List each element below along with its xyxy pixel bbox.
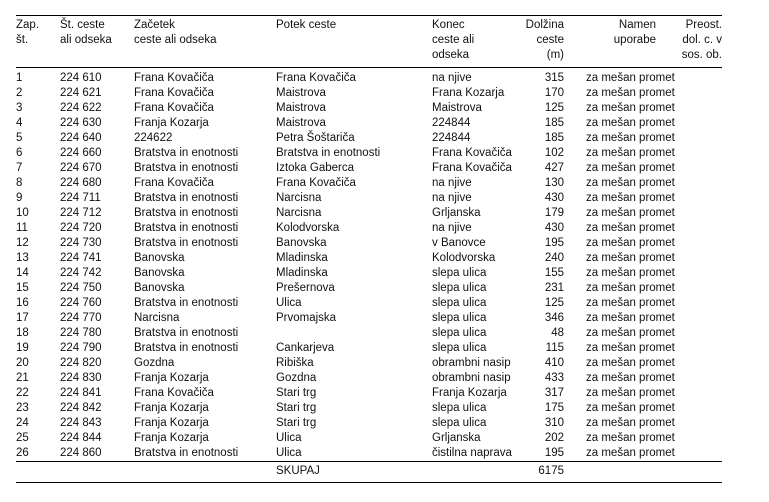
cell-zap: 8 [16,177,23,189]
table-row [16,296,722,311]
cell-zap: 23 [16,402,29,414]
cell-dolzina: 195 [544,447,564,459]
header-potek: Potek ceste [276,16,432,68]
cell-namen: za mešan promet [586,162,675,174]
header-konec: Konec ceste ali odseka [432,16,522,68]
cell-konec: 224844 [432,132,471,144]
cell-st-ceste: 224 830 [60,372,102,384]
cell-dolzina: 175 [544,402,564,414]
cell-dolzina: 170 [544,87,564,99]
cell-dolzina: 346 [544,312,564,324]
cell-namen: za mešan promet [586,267,675,279]
table-row [16,116,722,131]
cell-dolzina: 433 [544,372,564,384]
table-row [16,206,722,221]
cell-zacetek: Frana Kovačiča [134,87,214,99]
cell-potek: Prešernova [276,282,335,294]
cell-st-ceste: 224 750 [60,282,102,294]
cell-st-ceste: 224 741 [60,252,102,264]
cell-zap: 17 [16,312,29,324]
table-row [16,131,722,146]
cell-namen: za mešan promet [586,192,675,204]
cell-potek: Ulica [276,447,302,459]
cell-zacetek: Bratstva in enotnosti [134,147,239,159]
cell-st-ceste: 224 790 [60,342,102,354]
cell-dolzina: 430 [544,192,564,204]
table-row [16,236,722,251]
cell-zap: 16 [16,297,29,309]
cell-zap: 9 [16,192,23,204]
cell-zacetek: Bratstva in enotnosti [134,447,239,459]
cell-st-ceste: 224 660 [60,147,102,159]
cell-dolzina: 410 [544,357,564,369]
cell-dolzina: 115 [545,342,564,354]
cell-konec: slepa ulica [432,282,487,294]
cell-st-ceste: 224 712 [60,207,102,219]
total-label: SKUPAJ [276,462,432,483]
cell-zap: 7 [16,162,23,174]
table-row [16,161,722,176]
cell-zacetek: Franja Kozarja [134,402,209,414]
cell-zacetek: Bratstva in enotnosti [134,162,239,174]
cell-namen: za mešan promet [586,432,675,444]
cell-zap: 14 [16,267,29,279]
cell-dolzina: 195 [544,237,564,249]
cell-dolzina: 430 [544,222,564,234]
cell-namen: za mešan promet [586,357,675,369]
cell-namen: za mešan promet [586,117,675,129]
cell-potek: Narcisna [276,207,322,219]
cell-zap: 1 [16,72,23,84]
cell-dolzina: 48 [551,327,564,339]
total-length: 6175 [522,462,564,483]
cell-zacetek: Frana Kovačiča [134,177,214,189]
cell-st-ceste: 224 680 [60,177,102,189]
cell-zap: 5 [16,132,23,144]
cell-zap: 12 [16,237,29,249]
cell-st-ceste: 224 622 [60,102,102,114]
table-row [16,176,722,191]
cell-konec: 224844 [432,117,471,129]
cell-st-ceste: 224 780 [60,327,102,339]
cell-konec: v Banovce [432,237,486,249]
cell-dolzina: 240 [544,252,564,264]
cell-zap: 10 [16,207,29,219]
cell-namen: za mešan promet [586,87,675,99]
cell-potek: Stari trg [276,402,317,414]
cell-konec: slepa ulica [432,312,487,324]
cell-konec: slepa ulica [432,342,487,354]
cell-namen: za mešan promet [586,372,675,384]
table-row [16,371,722,386]
cell-konec: slepa ulica [432,402,487,414]
cell-namen: za mešan promet [586,102,675,114]
cell-zap: 13 [16,252,29,264]
cell-potek: Maistrova [276,102,326,114]
cell-zacetek: Bratstva in enotnosti [134,237,239,249]
table-row [16,251,722,266]
cell-st-ceste: 224 842 [60,402,102,414]
cell-namen: za mešan promet [586,72,675,84]
cell-potek: Iztoka Gaberca [276,162,354,174]
table-row [16,386,722,401]
cell-dolzina: 125 [544,297,564,309]
cell-namen: za mešan promet [586,297,675,309]
cell-potek: Ulica [276,432,302,444]
cell-konec: obrambni nasip [432,357,511,369]
cell-dolzina: 102 [544,147,564,159]
cell-konec: na njive [432,222,472,234]
cell-potek: Narcisna [276,192,322,204]
cell-zap: 19 [16,342,29,354]
cell-namen: za mešan promet [586,327,675,339]
cell-st-ceste: 224 610 [60,72,102,84]
cell-konec: Frana Kozarja [432,87,505,99]
cell-zacetek: Bratstva in enotnosti [134,222,239,234]
cell-zap: 15 [16,282,29,294]
cell-dolzina: 185 [544,117,564,129]
cell-st-ceste: 224 770 [60,312,102,324]
cell-potek [276,326,432,341]
cell-namen: za mešan promet [586,282,675,294]
cell-konec: Maistrova [432,102,482,114]
cell-zacetek: Frana Kovačiča [134,102,214,114]
cell-potek: Mladinska [276,267,328,279]
cell-namen: za mešan promet [586,132,675,144]
cell-potek: Maistrova [276,87,326,99]
cell-st-ceste: 224 841 [60,387,102,399]
table-row [16,191,722,206]
cell-st-ceste: 224 742 [60,267,102,279]
header-namen: Namen uporabe [564,16,656,68]
cell-konec: Grljanska [432,432,481,444]
cell-st-ceste: 224 860 [60,447,102,459]
cell-konec: Grljanska [432,207,481,219]
cell-zap: 22 [16,387,29,399]
cell-zacetek: Banovska [134,282,185,294]
cell-potek: Stari trg [276,387,317,399]
cell-namen: za mešan promet [586,312,675,324]
cell-st-ceste: 224 630 [60,117,102,129]
cell-potek: Ulica [276,297,302,309]
cell-konec: slepa ulica [432,267,487,279]
cell-zap: 11 [16,222,28,234]
cell-potek: Maistrova [276,117,326,129]
cell-zacetek: Bratstva in enotnosti [134,297,239,309]
cell-dolzina: 202 [544,432,564,444]
cell-zacetek: Bratstva in enotnosti [134,342,239,354]
table-row [16,101,722,116]
cell-potek: Kolodvorska [276,222,340,234]
cell-potek: Frana Kovačiča [276,72,356,84]
cell-potek: Bratstva in enotnosti [276,147,381,159]
cell-st-ceste: 224 844 [60,432,102,444]
cell-st-ceste: 224 843 [60,417,102,429]
cell-konec: Kolodvorska [432,252,496,264]
cell-zacetek: Narcisna [134,312,180,324]
table-footer-row [16,462,722,483]
cell-dolzina: 231 [544,282,564,294]
cell-namen: za mešan promet [586,342,675,354]
header-zap: Zap. št. [16,16,44,68]
cell-konec: na njive [432,192,472,204]
table-row [16,68,722,87]
cell-potek: Gozdna [276,372,317,384]
cell-konec: obrambni nasip [432,372,511,384]
header-zacetek: Začetek ceste ali odseka [134,16,276,68]
cell-st-ceste: 224 711 [60,192,101,204]
cell-potek: Petra Šoštariča [276,132,355,144]
header-st-ceste: Št. ceste ali odseka [44,16,134,68]
table-row [16,341,722,356]
cell-zap: 2 [16,87,23,99]
cell-dolzina: 427 [544,162,564,174]
header-preost: Preost. dol. c. v sos. ob. [656,16,722,68]
cell-namen: za mešan promet [586,252,675,264]
cell-konec: na njive [432,177,472,189]
cell-zacetek: Frana Kovačiča [134,387,214,399]
cell-dolzina: 317 [544,387,564,399]
cell-st-ceste: 224 760 [60,297,102,309]
cell-namen: za mešan promet [586,177,675,189]
table-row [16,446,722,462]
table-row [16,356,722,371]
cell-st-ceste: 224 720 [60,222,102,234]
cell-zacetek: 224622 [134,132,173,144]
cell-potek: Frana Kovačiča [276,177,356,189]
cell-konec: Frana Kovačiča [432,147,512,159]
cell-zap: 4 [16,117,23,129]
table-row [16,326,722,341]
cell-zap: 24 [16,417,29,429]
cell-dolzina: 315 [544,72,564,84]
cell-potek: Banovska [276,237,327,249]
cell-zacetek: Franja Kozarja [134,417,209,429]
cell-dolzina: 125 [544,102,564,114]
table-row [16,266,722,281]
cell-zacetek: Bratstva in enotnosti [134,327,239,339]
cell-zacetek: Bratstva in enotnosti [134,207,239,219]
cell-zap: 25 [16,432,29,444]
cell-potek: Prvomajska [276,312,337,324]
cell-zacetek: Frana Kovačiča [134,72,214,84]
cell-potek: Stari trg [276,417,317,429]
cell-konec: Frana Kovačiča [432,162,512,174]
table-row [16,221,722,236]
cell-zap: 26 [16,447,29,459]
cell-konec: slepa ulica [432,297,487,309]
table-row [16,311,722,326]
cell-zap: 21 [16,372,29,384]
cell-dolzina: 185 [544,132,564,144]
cell-zap: 18 [16,327,29,339]
table-row [16,86,722,101]
table-header-row [16,16,722,68]
cell-st-ceste: 224 621 [60,87,102,99]
cell-zacetek: Franja Kozarja [134,117,209,129]
cell-namen: za mešan promet [586,387,675,399]
cell-zap: 20 [16,357,29,369]
road-table [16,15,722,483]
cell-zap: 3 [16,102,23,114]
table-row [16,431,722,446]
cell-konec: slepa ulica [432,417,487,429]
cell-potek: Cankarjeva [276,342,335,354]
cell-zacetek: Banovska [134,267,185,279]
table-row [16,416,722,431]
cell-dolzina: 310 [544,417,564,429]
table-row [16,401,722,416]
cell-zacetek: Gozdna [134,357,175,369]
cell-dolzina: 130 [544,177,564,189]
cell-potek: Ribiška [276,357,314,369]
cell-st-ceste: 224 670 [60,162,102,174]
cell-zacetek: Banovska [134,252,185,264]
cell-dolzina: 155 [544,267,564,279]
cell-zap: 6 [16,147,23,159]
cell-st-ceste: 224 640 [60,132,102,144]
cell-konec: slepa ulica [432,327,487,339]
header-dolzina: Dolžina ceste (m) [522,16,564,68]
cell-zacetek: Franja Kozarja [134,372,209,384]
cell-konec: Franja Kozarja [432,387,507,399]
cell-zacetek: Bratstva in enotnosti [134,192,239,204]
cell-potek: Mladinska [276,252,328,264]
table-body [16,68,722,462]
cell-dolzina: 179 [544,207,564,219]
cell-namen: za mešan promet [586,402,675,414]
cell-konec: na njive [432,72,472,84]
cell-namen: za mešan promet [586,147,675,159]
cell-zacetek: Franja Kozarja [134,432,209,444]
table-row [16,146,722,161]
cell-namen: za mešan promet [586,237,675,249]
cell-namen: za mešan promet [586,447,675,459]
cell-namen: za mešan promet [586,207,675,219]
table-row [16,281,722,296]
cell-namen: za mešan promet [586,417,675,429]
cell-konec: čistilna naprava [432,447,512,459]
cell-namen: za mešan promet [586,222,675,234]
cell-st-ceste: 224 820 [60,357,102,369]
cell-st-ceste: 224 730 [60,237,102,249]
